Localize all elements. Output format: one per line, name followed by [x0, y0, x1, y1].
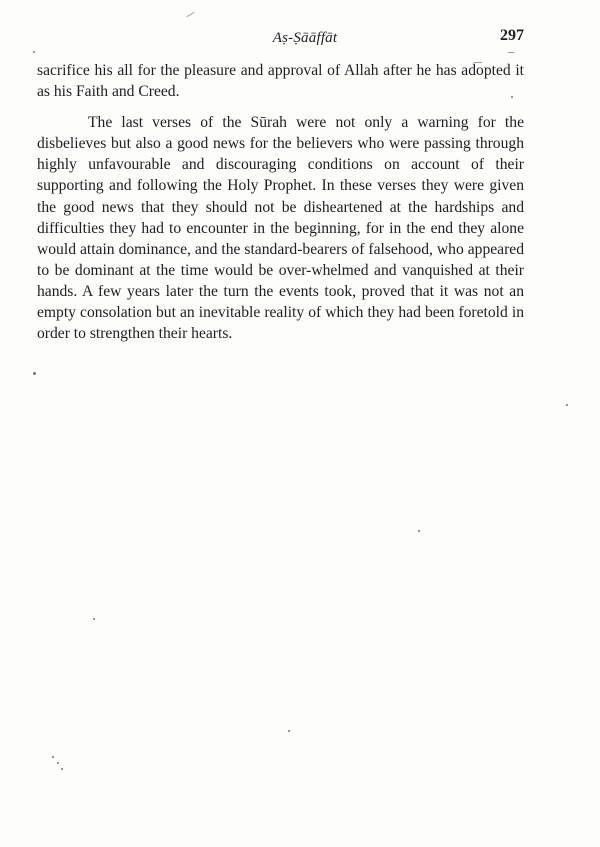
paragraph: The last verses of the Sūrah were not only a warning for the disbelieves but also a good news for the believers who were passing through highly unfavourable and discouraging conditions on account of their supporting and following the Holy Prophet. In these verses they were given the good news that they should not be disheartened at the hardships and difficulties they had to encounter in the beginning, for in the end they alone would attain dominance, and the standard-bearers of falsehood, who appeared to be dominant at the time would be over-whelmed and vanquished at their hands. A few years later the turn the events took, proved that it was not an empty consolation but an inevitable reality of which they had been foretold in order to strengthen their hearts.: [37, 114, 524, 343]
body-text: [37, 60, 524, 344]
scan-speck: [288, 730, 290, 732]
scan-mark: [508, 52, 514, 53]
scan-mark: [186, 12, 194, 17]
page-number: 297: [500, 27, 524, 44]
scan-speck: [93, 618, 95, 620]
scan-speck: [511, 96, 513, 98]
scan-mark: [474, 62, 482, 63]
scan-speck: [33, 372, 36, 375]
scan-speck: [52, 756, 54, 758]
running-header-title: Aṣ-Ṣāāffāt: [272, 30, 338, 46]
paragraph: sacrifice his all for the pleasure and approval of Allah after he has adopted it as his Faith and Creed.: [37, 62, 524, 101]
scan-speck: [33, 51, 35, 53]
scan-speck: [418, 530, 420, 532]
scan-speck: [566, 404, 568, 406]
scan-speck: [61, 768, 63, 770]
scan-speck: [57, 762, 59, 764]
